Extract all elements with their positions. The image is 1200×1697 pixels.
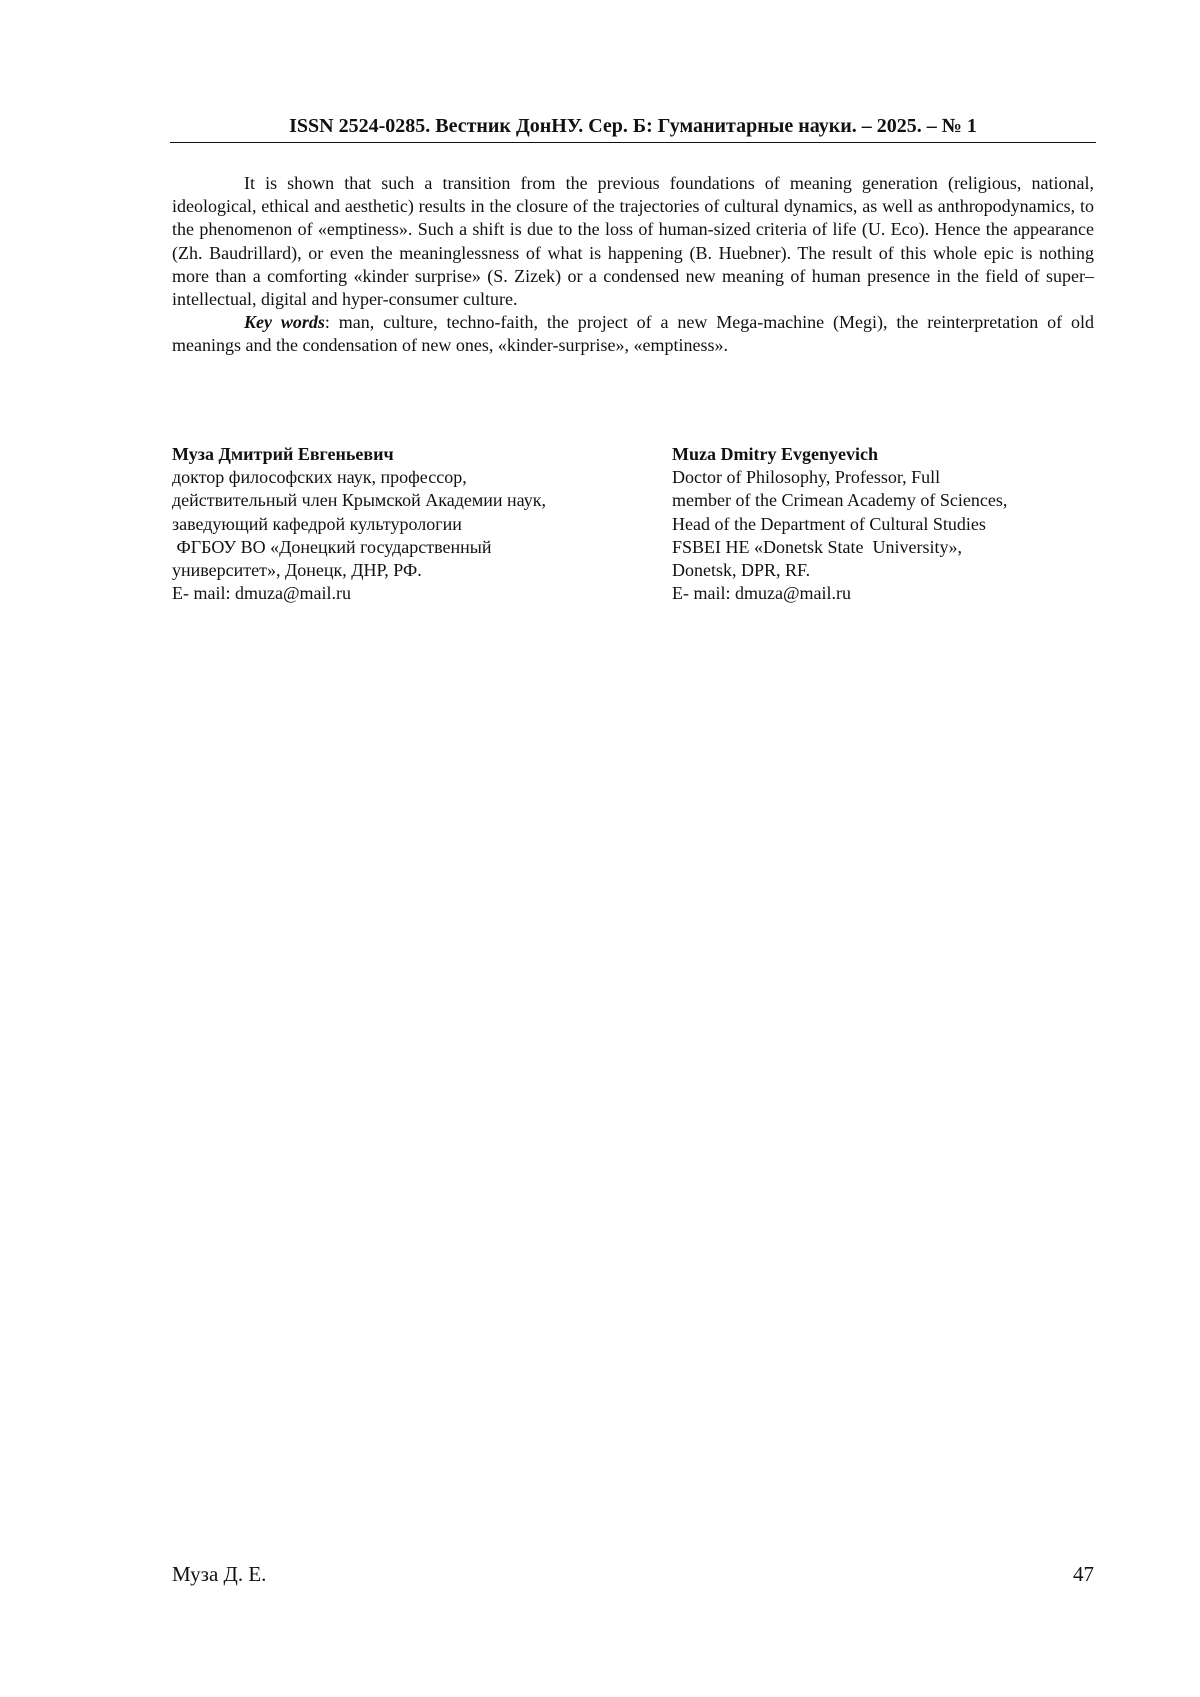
author-en-line: Head of the Department of Cultural Studies xyxy=(672,513,986,534)
author-en-line: FSBEI HE «Donetsk State University», xyxy=(672,536,962,557)
author-en-email: E- mail: dmuza@mail.ru xyxy=(672,583,852,604)
abstract-section xyxy=(172,172,1094,358)
author-en-line: Donetsk, DPR, RF. xyxy=(672,560,811,581)
author-en-line: Doctor of Philosophy, Professor, Full xyxy=(672,467,941,488)
author-name-ru: Муза Дмитрий Евгеньевич xyxy=(172,444,394,464)
keywords-paragraph xyxy=(172,311,1094,357)
author-ru-line: университет», Донецк, ДНР, РФ. xyxy=(172,560,422,581)
author-ru-line: ФГБОУ ВО «Донецкий государственный xyxy=(172,536,492,557)
abstract-paragraph: It is shown that such a transition from the previous foundations of meaning generation (religious, national, ideological, ethical and aesthetic) results in the closure of the trajectories of cultural dynamics, as well as anthropodynamics, to the phenomenon of «emptiness». Such a shift is due to the loss of human-sized criteria of life (U. Eco). Hence the appearance (Zh. Baudrillard), or even the meaninglessness of what is happening (B. Huebner). The result of this whole epic is nothing more than a comforting «kinder surprise» (S. Zizek) or a condensed new meaning of human presence in the field of super–intellectual, digital and hyper-consumer culture. xyxy=(172,173,1094,310)
author-ru-line: заведующий кафедрой культурологии xyxy=(172,513,462,534)
page-number: 47 xyxy=(1073,1562,1094,1586)
keywords-label: Key words xyxy=(244,312,325,333)
author-ru-line: действительный член Крымской Академии наук, xyxy=(172,490,546,511)
author-info-russian xyxy=(172,443,632,605)
keywords-text: : man, culture, techno-faith, the project of a new Mega-machine (Megi), the reinterpretation of old meanings and the condensation of new ones, «kinder-surprise», «emptiness». xyxy=(172,312,1094,356)
author-en-line: member of the Crimean Academy of Sciences, xyxy=(672,490,1008,511)
author-ru-email: E- mail: dmuza@mail.ru xyxy=(172,583,352,604)
author-ru-line: доктор философских наук, профессор, xyxy=(172,467,467,488)
journal-header-text: ISSN 2524-0285. Вестник ДонНУ. Сер. Б: Гуманитарные науки. – 2025. – № 1 xyxy=(289,115,977,137)
footer-author: Муза Д. Е. xyxy=(172,1562,267,1586)
author-info-english xyxy=(672,443,1132,605)
author-name-en: Muza Dmitry Evgenyevich xyxy=(672,444,878,464)
journal-header xyxy=(170,112,1096,143)
